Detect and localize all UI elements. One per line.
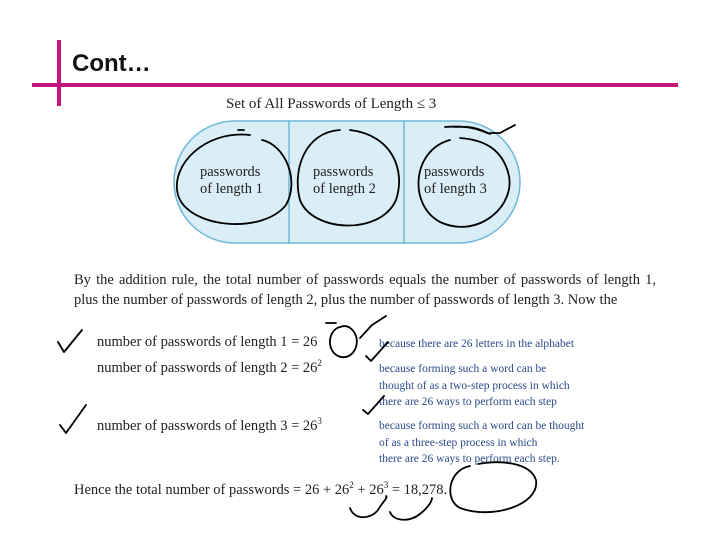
note-length-2 [379,361,570,411]
equation-length-3 [97,416,322,435]
set-cell-length-3 [424,164,487,198]
exponent: 2 [349,480,354,490]
cell-line2: of length 3 [424,181,487,197]
equation-text: number of passwords of length 2 = 26 [97,360,318,376]
total-mid: + 26 [353,482,384,498]
cell-line1: passwords [200,164,261,180]
exponent: 2 [317,358,322,368]
exponent: 3 [383,480,389,490]
note-length-3 [379,418,584,468]
note-line: because forming such a word can be thought [379,420,585,432]
note-line: of as a three-step process in which [379,436,538,449]
equation-length-1 [97,334,317,351]
set-cell-length-2 [313,164,376,198]
total-equation [74,480,447,499]
note-line: there are 26 ways to perform each step. [379,453,560,465]
equation-length-2 [97,358,322,377]
set-cell-length-1 [200,164,263,198]
note-line: because there are 26 letters in the alphabet [379,338,575,350]
cell-line2: of length 1 [200,181,263,197]
intro-paragraph: By the addition rule, the total number of passwords equals the number of passwords of length 1, plus the number of passwords of length 2, plus the number of passwords of length 3. Now the [74,272,656,308]
note-line: because forming such a word can be [379,363,547,375]
note-line: there are 26 ways to perform each step [379,396,557,408]
total-prefix: Hence the total number of passwords = 26 + 26 [74,482,350,498]
figure-title: Set of All Passwords of Length ≤ 3 [226,96,437,112]
cell-line1: passwords [313,164,374,180]
equation-text: number of passwords of length 3 = 26 [97,418,318,434]
total-suffix: = 18,278. [388,482,448,498]
note-length-1 [379,336,574,353]
slide-title: Cont… [72,50,151,77]
note-line: thought of as a two-step process in which [379,379,570,392]
equation-text: number of passwords of length 1 = 26 [97,334,318,350]
exponent: 3 [317,416,322,426]
cell-line2: of length 2 [313,181,376,197]
cell-line1: passwords [424,164,485,180]
